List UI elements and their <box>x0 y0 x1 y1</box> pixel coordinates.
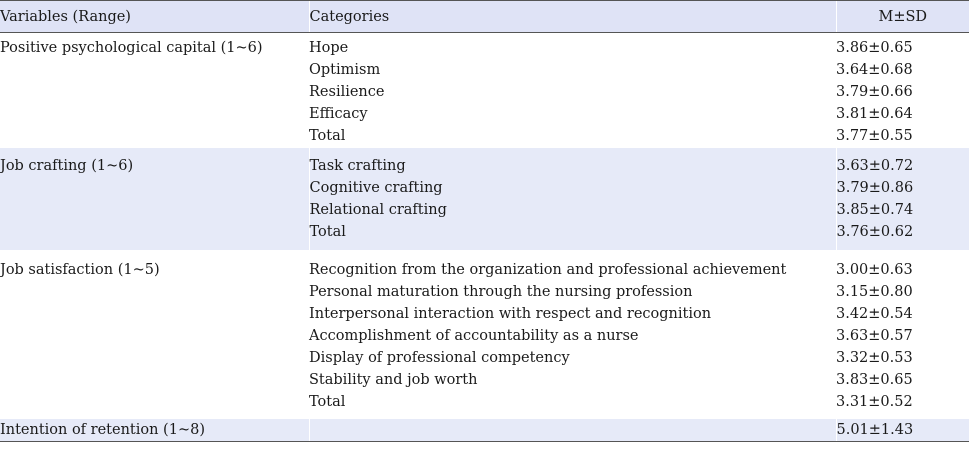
category-label: Interpersonal interaction with respect and recognition <box>309 306 712 322</box>
msd-value: 3.00±0.63 <box>836 262 913 278</box>
msd-value: 3.63±0.57 <box>836 328 913 344</box>
category-label: Efficacy <box>309 106 368 122</box>
msd-value: 3.85±0.74 <box>836 202 914 218</box>
variable-label: Job crafting (1~6) <box>0 158 134 174</box>
category-label: Total <box>309 394 346 410</box>
category-label: Display of professional competency <box>309 350 570 366</box>
msd-value: 3.79±0.86 <box>836 180 914 196</box>
group-job-satisfaction <box>0 251 969 419</box>
msd-value: 3.31±0.52 <box>836 394 913 410</box>
category-label: Total <box>309 128 346 144</box>
table-header <box>0 1 969 33</box>
category-label: Resilience <box>309 84 385 100</box>
group-positive-psychological-capital <box>0 33 969 148</box>
group-intention-of-retention <box>0 419 969 442</box>
category-label: Hope <box>309 40 349 56</box>
header-categories: Categories <box>309 1 836 33</box>
variable-label: Intention of retention (1~8) <box>0 422 205 438</box>
category-label: Relational crafting <box>309 202 447 218</box>
msd-value: 3.77±0.55 <box>836 128 913 144</box>
header-variables: Variables (Range) <box>0 1 309 33</box>
category-label: Total <box>309 224 346 240</box>
variable-label: Positive psychological capital (1~6) <box>0 40 263 56</box>
msd-value: 3.83±0.65 <box>836 372 913 388</box>
category-label: Optimism <box>309 62 381 78</box>
msd-value: 3.64±0.68 <box>836 62 913 78</box>
table-row <box>0 148 969 251</box>
header-msd: M±SD <box>836 1 969 33</box>
msd-value: 3.79±0.66 <box>836 84 913 100</box>
msd-value: 3.63±0.72 <box>836 158 914 174</box>
category-label: Accomplishment of accountability as a nurse <box>309 328 639 344</box>
msd-value: 3.32±0.53 <box>836 350 913 366</box>
msd-value: 3.86±0.65 <box>836 40 913 56</box>
msd-value: 3.42±0.54 <box>836 306 913 322</box>
category-label: Stability and job worth <box>309 372 478 388</box>
table-row <box>0 251 969 419</box>
msd-value: 3.81±0.64 <box>836 106 913 122</box>
category-label: Personal maturation through the nursing profession <box>309 284 693 300</box>
header-row <box>0 1 969 33</box>
group-job-crafting <box>0 148 969 251</box>
category-label <box>310 419 836 441</box>
msd-value: 3.76±0.62 <box>836 224 914 240</box>
table-row <box>0 419 969 442</box>
category-label: Task crafting <box>309 158 406 174</box>
category-label: Recognition from the organization and professional achievement <box>309 262 787 278</box>
category-label: Cognitive crafting <box>309 180 443 196</box>
msd-value: 5.01±1.43 <box>836 422 914 438</box>
msd-value: 3.15±0.80 <box>836 284 913 300</box>
table-row <box>0 37 969 148</box>
variable-label: Job satisfaction (1~5) <box>0 262 160 278</box>
